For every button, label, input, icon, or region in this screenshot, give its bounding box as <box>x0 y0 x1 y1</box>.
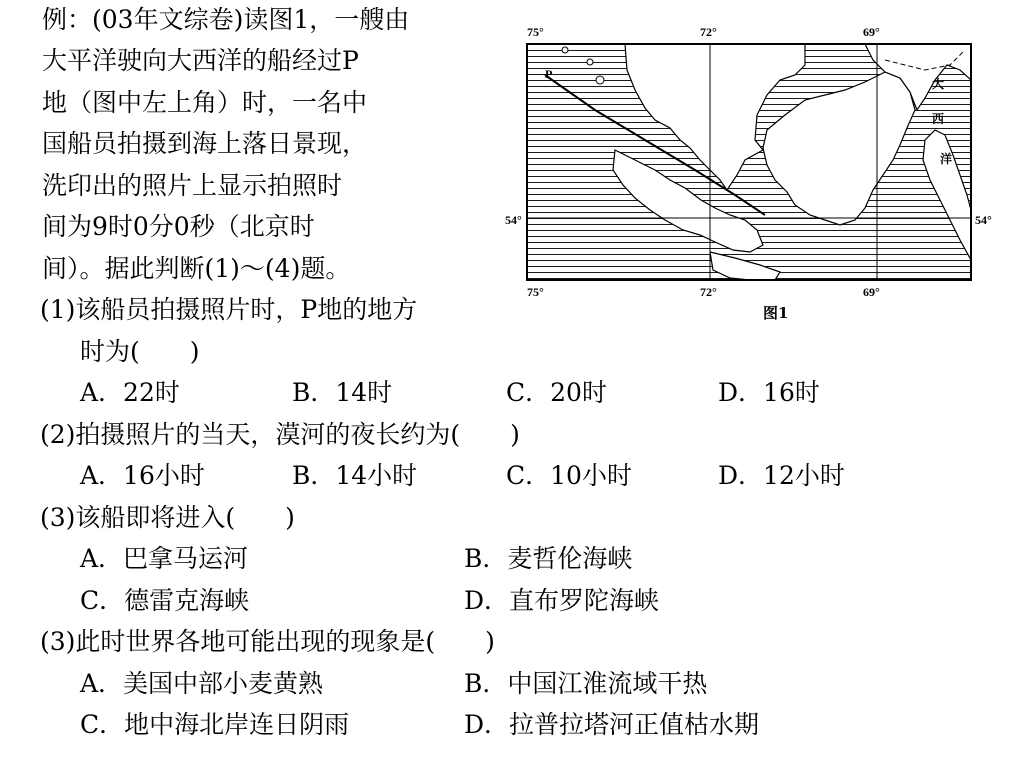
question-4-stem: (3)此时世界各地可能出现的现象是( ) <box>40 627 495 656</box>
map-figure <box>505 20 1020 330</box>
island-1 <box>562 47 568 53</box>
q1-option-c[interactable]: C．20时 <box>506 378 607 407</box>
intro-line-1: 例：(03年文综卷)读图1，一艘由 <box>42 5 410 34</box>
question-3-stem: (3)该船即将进入( ) <box>40 503 295 532</box>
q4-option-c[interactable]: C．地中海北岸连日阴雨 <box>80 710 350 739</box>
intro-line-4: 国船员拍摄到海上落日景现， <box>42 129 368 158</box>
intro-line-6: 间为9时0分0秒（北京时 <box>42 212 315 241</box>
bottom-lon-69: 69° <box>863 285 880 299</box>
q2-option-a[interactable]: A．16小时 <box>80 461 205 490</box>
question-1-stem: (1)该船员拍摄照片时，P地的地方 <box>40 295 418 324</box>
top-lon-75: 75° <box>527 25 544 39</box>
q2-option-c[interactable]: C．10小时 <box>506 461 632 490</box>
q2-option-d[interactable]: D．12小时 <box>718 461 845 490</box>
intro-line-5: 洗印出的照片上显示拍照时 <box>42 171 343 200</box>
ocean-char-1: 大 <box>932 77 945 91</box>
bottom-lon-72: 72° <box>700 285 717 299</box>
q1-option-b[interactable]: B．14时 <box>292 378 393 407</box>
ocean-char-3: 洋 <box>940 152 953 166</box>
island-2 <box>596 76 604 84</box>
q1-option-d[interactable]: D．16时 <box>718 378 820 407</box>
bottom-lon-75: 75° <box>527 285 544 299</box>
q3-option-a[interactable]: A．巴拿马运河 <box>80 544 249 573</box>
figure-caption: 图1 <box>763 304 789 322</box>
question-2-stem: (2)拍摄照片的当天，漠河的夜长约为( ) <box>40 420 520 449</box>
q2-option-b[interactable]: B．14小时 <box>292 461 418 490</box>
ocean-char-2: 西 <box>932 112 945 126</box>
q4-option-b[interactable]: B．中国江淮流域干热 <box>464 669 708 698</box>
left-lat-54: 54° <box>505 213 522 227</box>
top-lon-72: 72° <box>700 25 717 39</box>
right-lat-54: 54° <box>975 213 992 227</box>
intro-line-3: 地（图中左上角）时，一名中 <box>42 88 368 117</box>
point-p-label: P <box>545 67 553 81</box>
intro-line-7: 间）。据此判断(1)～(4)题。 <box>42 254 351 283</box>
q3-option-d[interactable]: D．直布罗陀海峡 <box>464 586 660 615</box>
intro-line-2: 大平洋驶向大西洋的船经过P <box>42 46 359 75</box>
top-lon-69: 69° <box>863 25 880 39</box>
q1-option-a[interactable]: A．22时 <box>80 378 180 407</box>
q3-option-c[interactable]: C．德雷克海峡 <box>80 586 250 615</box>
island-3 <box>587 59 593 65</box>
q4-option-a[interactable]: A．美国中部小麦黄熟 <box>80 669 324 698</box>
q4-option-d[interactable]: D．拉普拉塔河正值枯水期 <box>464 710 760 739</box>
question-1-stem-cont: 时为( ) <box>80 337 200 366</box>
q3-option-b[interactable]: B．麦哲伦海峡 <box>464 544 633 573</box>
